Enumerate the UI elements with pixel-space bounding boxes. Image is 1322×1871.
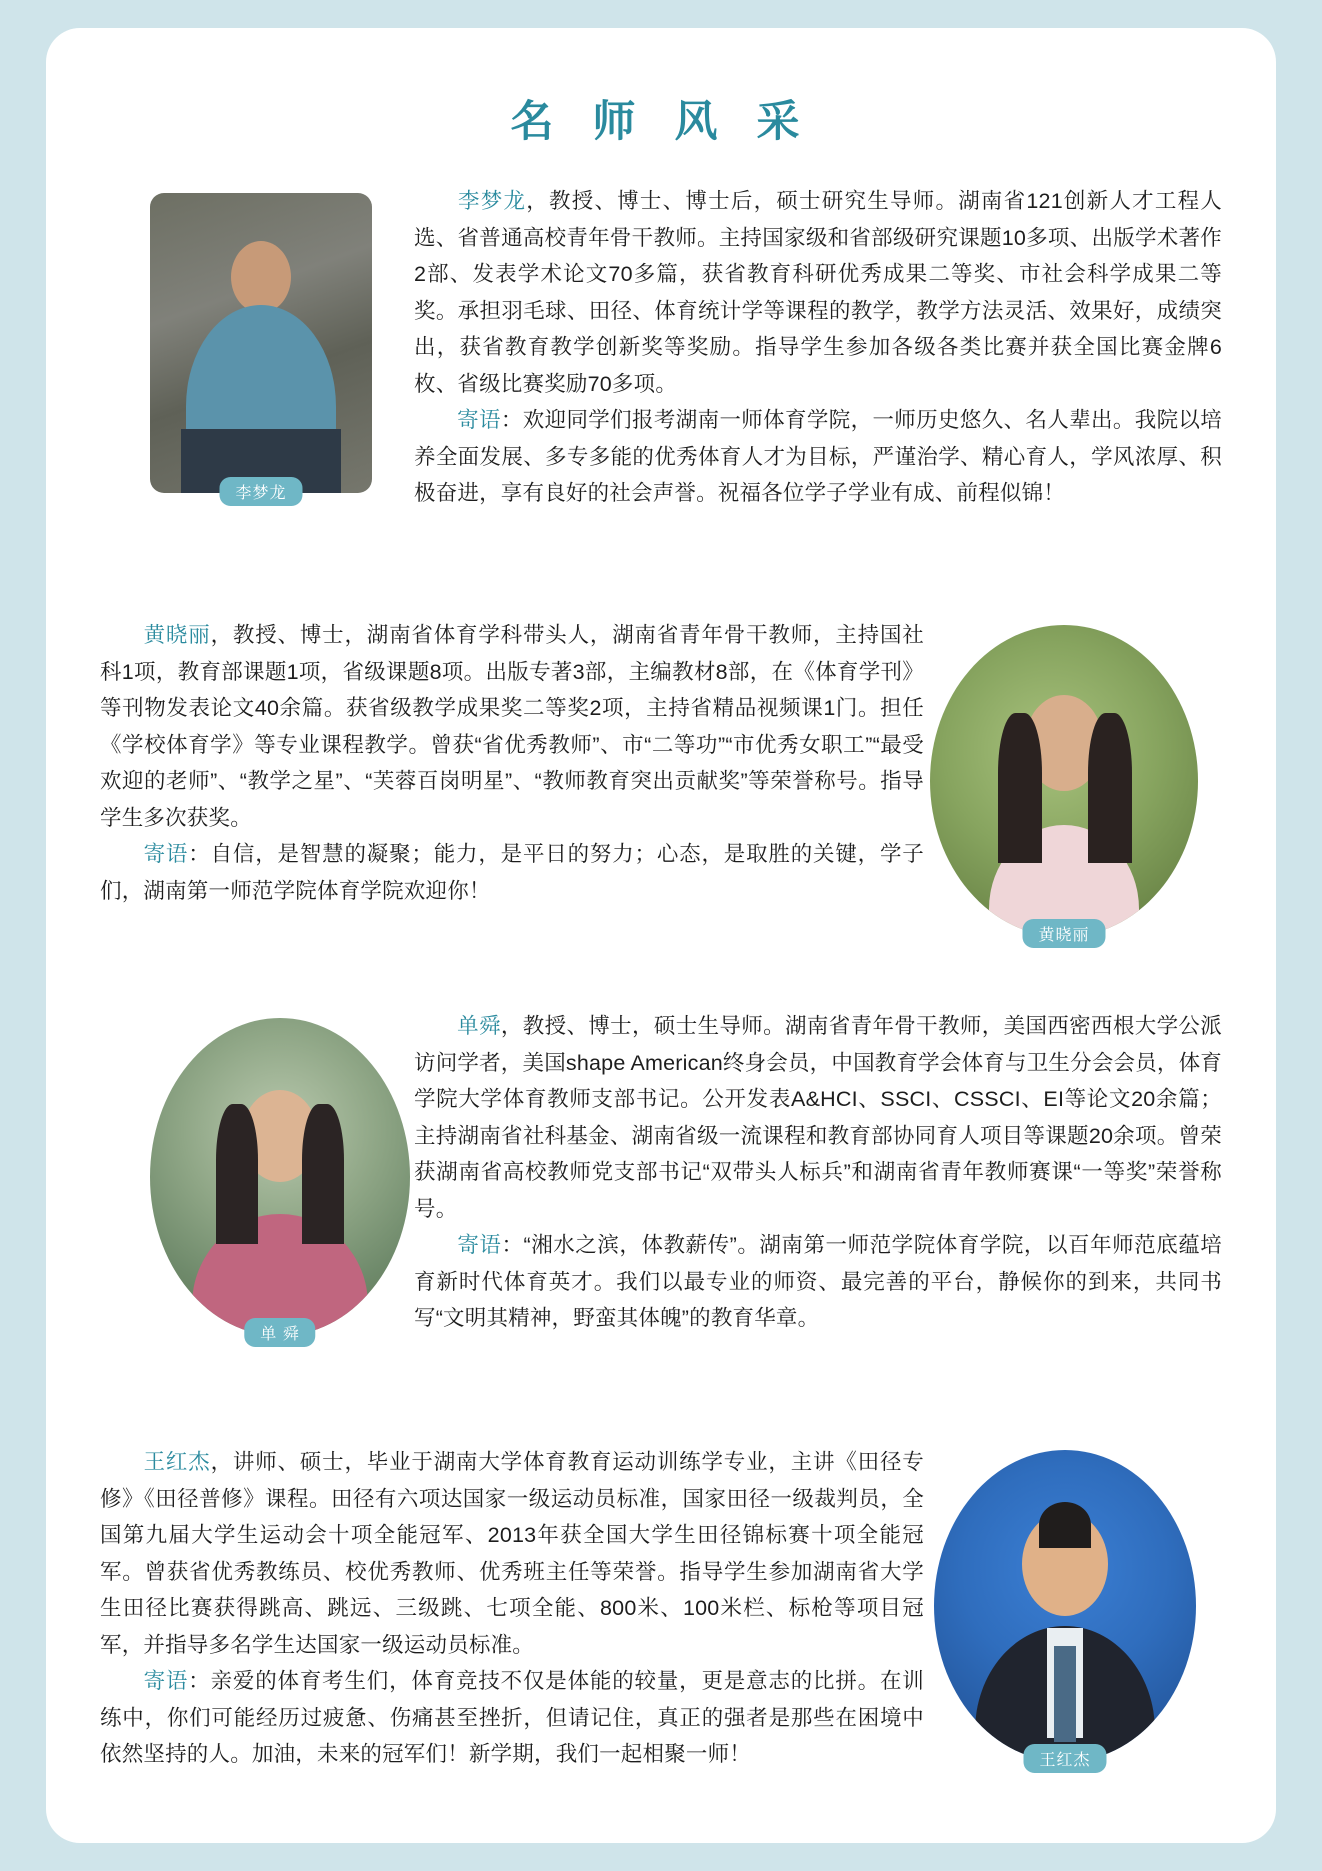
profile-bio-paragraph [414,1008,1222,1227]
message-label: 寄语 [457,1233,502,1257]
profile-card [46,183,1276,573]
profile-bio: ，讲师、硕士，毕业于湖南大学体育教育运动训练学专业，主讲《田径专修》《田径普修》课程。田径有六项达国家一级运动员标准，国家田径一级裁判员，全国第九届大学生运动会十项全能冠军、2013年获全国大学生田径锦标赛十项全能冠军。曾获省优秀教练员、校优秀教师、优秀班主任等荣誉。指导学生参加湖南省大学生田径比赛获得跳高、跳远、三级跳、七项全能、800米、100米栏、标枪等项目冠军，并指导多名学生达国家一级运动员标准。 [100,1450,924,1657]
profile-card [46,617,1276,962]
profile-text [414,183,1222,512]
profile-bio-paragraph [100,617,924,836]
profile-message-paragraph [100,836,924,909]
message-text: ：亲爱的体育考生们，体育竞技不仅是体能的较量，更是意志的比拼。在训练中，你们可能经历过疲惫、伤痛甚至挫折，但请记住，真正的强者是那些在困境中依然坚持的人。加油，未来的冠军们！新学期，我们一起相聚一师！ [100,1669,924,1766]
profile-message-paragraph [414,1227,1222,1337]
document-page [46,28,1276,1843]
portrait-photo [934,1450,1196,1762]
profile-bio-paragraph [414,183,1222,402]
portrait-photo [150,1018,410,1336]
photo-caption: 黄晓丽 [1022,919,1105,948]
profile-bio: ，教授、博士、博士后，硕士研究生导师。湖南省121创新人才工程人选、省普通高校青年骨干教师。主持国家级和省部级研究课题10多项、出版学术著作2部、发表学术论文70多篇，获省教育科研优秀成果二等奖、市社会科学成果二等奖。承担羽毛球、田径、体育统计学等课程的教学，教学方法灵活、效果好，成绩突出，获省教育教学创新奖等奖励。指导学生参加各级各类比赛并获全国比赛金牌6枚、省级比赛奖励70多项。 [414,189,1222,396]
profile-name: 单舜 [457,1014,501,1038]
profile-text [100,617,924,909]
profile-photo-wrapper [150,193,372,502]
message-label: 寄语 [143,842,189,866]
profile-bio: ，教授、博士，硕士生导师。湖南省青年骨干教师，美国西密西根大学公派访问学者，美国shape American终身会员，中国教育学会体育与卫生分会会员，体育学院大学体育教师支部书记。公开发表A&HCI、SSCI、CSSCI、EI等论文20余篇；主持湖南省社科基金、湖南省级一流课程和教育部协同育人项目等课题20余项。曾荣获湖南省高校教师党支部书记“双带头人标兵”和湖南省青年教师赛课“一等奖”荣誉称号。 [414,1014,1222,1221]
profile-photo-wrapper [934,1450,1196,1769]
page-title: 名 师 风 采 [510,97,812,147]
message-text: ：“湘水之滨，体教薪传”。湖南第一师范学院体育学院，以百年师范底蕴培育新时代体育英才。我们以最专业的师资、最完善的平台，静候你的到来，共同书写“文明其精神，野蛮其体魄”的教育华章。 [414,1233,1223,1330]
profile-bio: ，教授、博士，湖南省体育学科带头人，湖南省青年骨干教师，主持国社科1项，教育部课题1项，省级课题8项。出版专著3部，主编教材8部，在《体育学刊》等刊物发表论文40余篇。获省级教学成果奖二等奖2项，主持省精品视频课1门。担任《学校体育学》等专业课程教学。曾获“省优秀教师”、市“二等功”“市优秀女职工”“最受欢迎的老师”、“教学之星”、“芙蓉百岗明星”、“教师教育突出贡献奖”等荣誉称号。指导学生多次获奖。 [100,623,924,830]
profile-photo-wrapper [150,1018,410,1343]
profile-text [100,1444,924,1773]
message-label: 寄语 [457,408,501,432]
profile-message-paragraph [414,402,1222,512]
profile-name: 李梦龙 [457,189,527,213]
profile-message-paragraph [100,1663,924,1773]
profile-bio-paragraph [100,1444,924,1663]
message-text: ：自信，是智慧的凝聚；能力，是平日的努力；心态，是取胜的关键，学子们，湖南第一师范学院体育学院欢迎你！ [100,842,924,903]
profile-card [46,1008,1276,1400]
message-label: 寄语 [143,1669,189,1693]
photo-caption: 单 舜 [244,1318,315,1347]
profile-name: 王红杰 [143,1450,211,1474]
portrait-photo [150,193,372,493]
profile-card [46,1444,1276,1804]
profile-name: 黄晓丽 [143,623,211,647]
message-text: ：欢迎同学们报考湖南一师体育学院，一师历史悠久、名人辈出。我院以培养全面发展、多专多能的优秀体育人才为目标，严谨治学、精心育人，学风浓厚、积极奋进，享有良好的社会声誉。祝福各位学子学业有成、前程似锦！ [414,408,1222,505]
profile-photo-wrapper [930,625,1198,944]
portrait-photo [930,625,1198,937]
profile-text [414,1008,1222,1337]
photo-caption: 李梦龙 [219,477,302,506]
photo-caption: 王红杰 [1023,1744,1106,1773]
